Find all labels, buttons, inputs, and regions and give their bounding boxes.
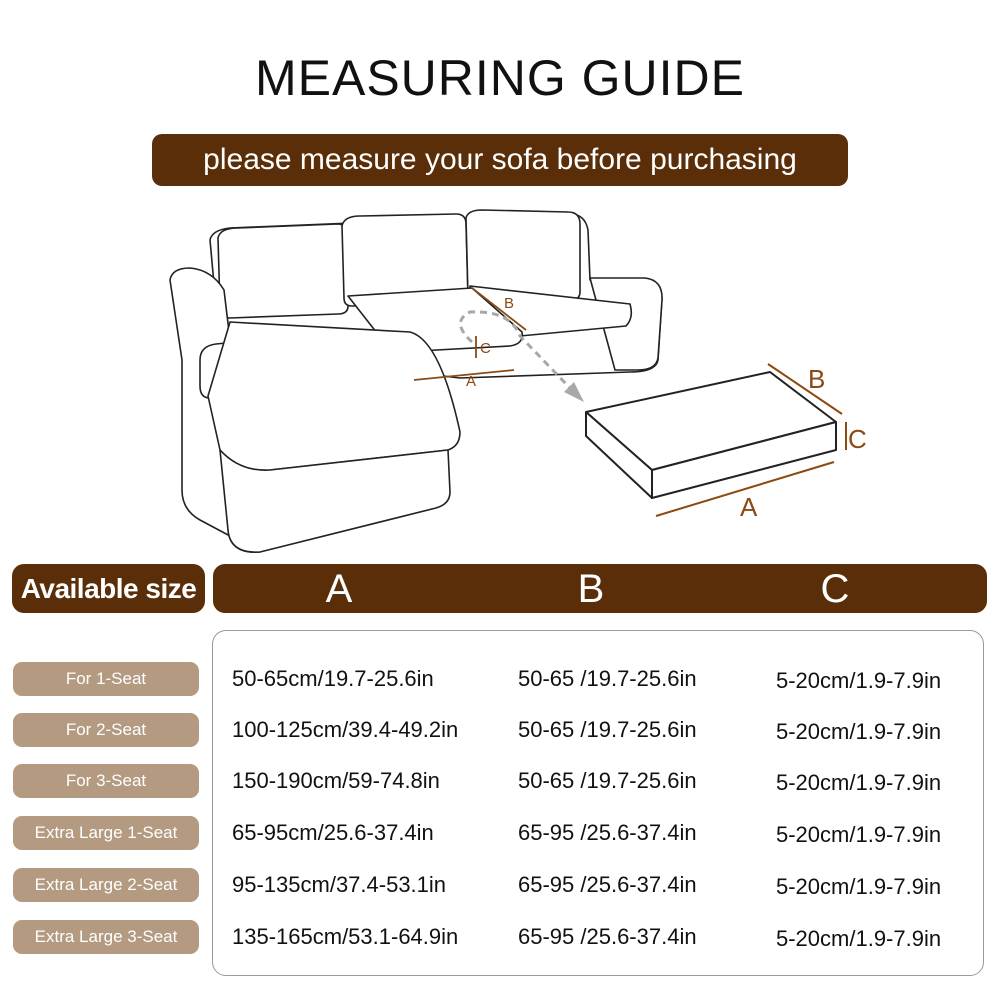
cell-c: 5-20cm/1.9-7.9in xyxy=(776,668,942,693)
row-label-2-seat: For 2-Seat xyxy=(13,713,199,747)
cell-a: 95-135cm/37.4-53.1in xyxy=(232,872,447,897)
sofa-measurement-diagram xyxy=(160,200,880,570)
dashed-arrow-head xyxy=(564,382,584,402)
row-label-1-seat: For 1-Seat xyxy=(13,662,199,696)
cell-b: 50-65 /19.7-25.6in xyxy=(518,666,697,691)
column-header-bar xyxy=(213,564,987,613)
cushion-label-a: A xyxy=(740,492,758,522)
cell-b: 65-95 /25.6-37.4in xyxy=(518,924,697,949)
cell-b: 50-65 /19.7-25.6in xyxy=(518,717,697,742)
cell-a: 135-165cm/53.1-64.9in xyxy=(232,924,459,949)
cushion-label-b: B xyxy=(808,364,826,394)
cell-c: 5-20cm/1.9-7.9in xyxy=(776,926,942,951)
row-label-xl-2-seat: Extra Large 2-Seat xyxy=(13,868,199,902)
sofa-label-c: C xyxy=(480,340,491,357)
page-title: MEASURING GUIDE xyxy=(254,50,746,106)
column-header-b: B xyxy=(577,567,605,611)
cell-a: 150-190cm/59-74.8in xyxy=(232,768,440,793)
row-label-xl-1-seat: Extra Large 1-Seat xyxy=(13,816,199,850)
cushion-label-c: C xyxy=(848,424,867,454)
sofa-label-a: A xyxy=(466,373,477,390)
cell-b: 50-65 /19.7-25.6in xyxy=(518,768,697,793)
cell-a: 50-65cm/19.7-25.6in xyxy=(232,666,434,691)
cell-a: 100-125cm/39.4-49.2in xyxy=(232,717,459,742)
back-cushion-left xyxy=(218,224,348,318)
cell-c: 5-20cm/1.9-7.9in xyxy=(776,874,942,899)
row-label-xl-3-seat: Extra Large 3-Seat xyxy=(13,920,199,954)
column-header-c: C xyxy=(820,567,850,611)
cell-c: 5-20cm/1.9-7.9in xyxy=(776,719,942,744)
subtitle-banner: please measure your sofa before purchasing xyxy=(152,134,848,186)
cell-c: 5-20cm/1.9-7.9in xyxy=(776,770,942,795)
cell-a: 65-95cm/25.6-37.4in xyxy=(232,820,434,845)
cell-b: 65-95 /25.6-37.4in xyxy=(518,872,697,897)
column-header-a: A xyxy=(325,567,353,611)
sofa-chaise-seat xyxy=(208,322,460,470)
cell-b: 65-95 /25.6-37.4in xyxy=(518,820,697,845)
available-size-header: Available size xyxy=(12,564,205,613)
cell-c: 5-20cm/1.9-7.9in xyxy=(776,822,942,847)
sofa-label-b: B xyxy=(504,295,515,312)
row-label-3-seat: For 3-Seat xyxy=(13,764,199,798)
